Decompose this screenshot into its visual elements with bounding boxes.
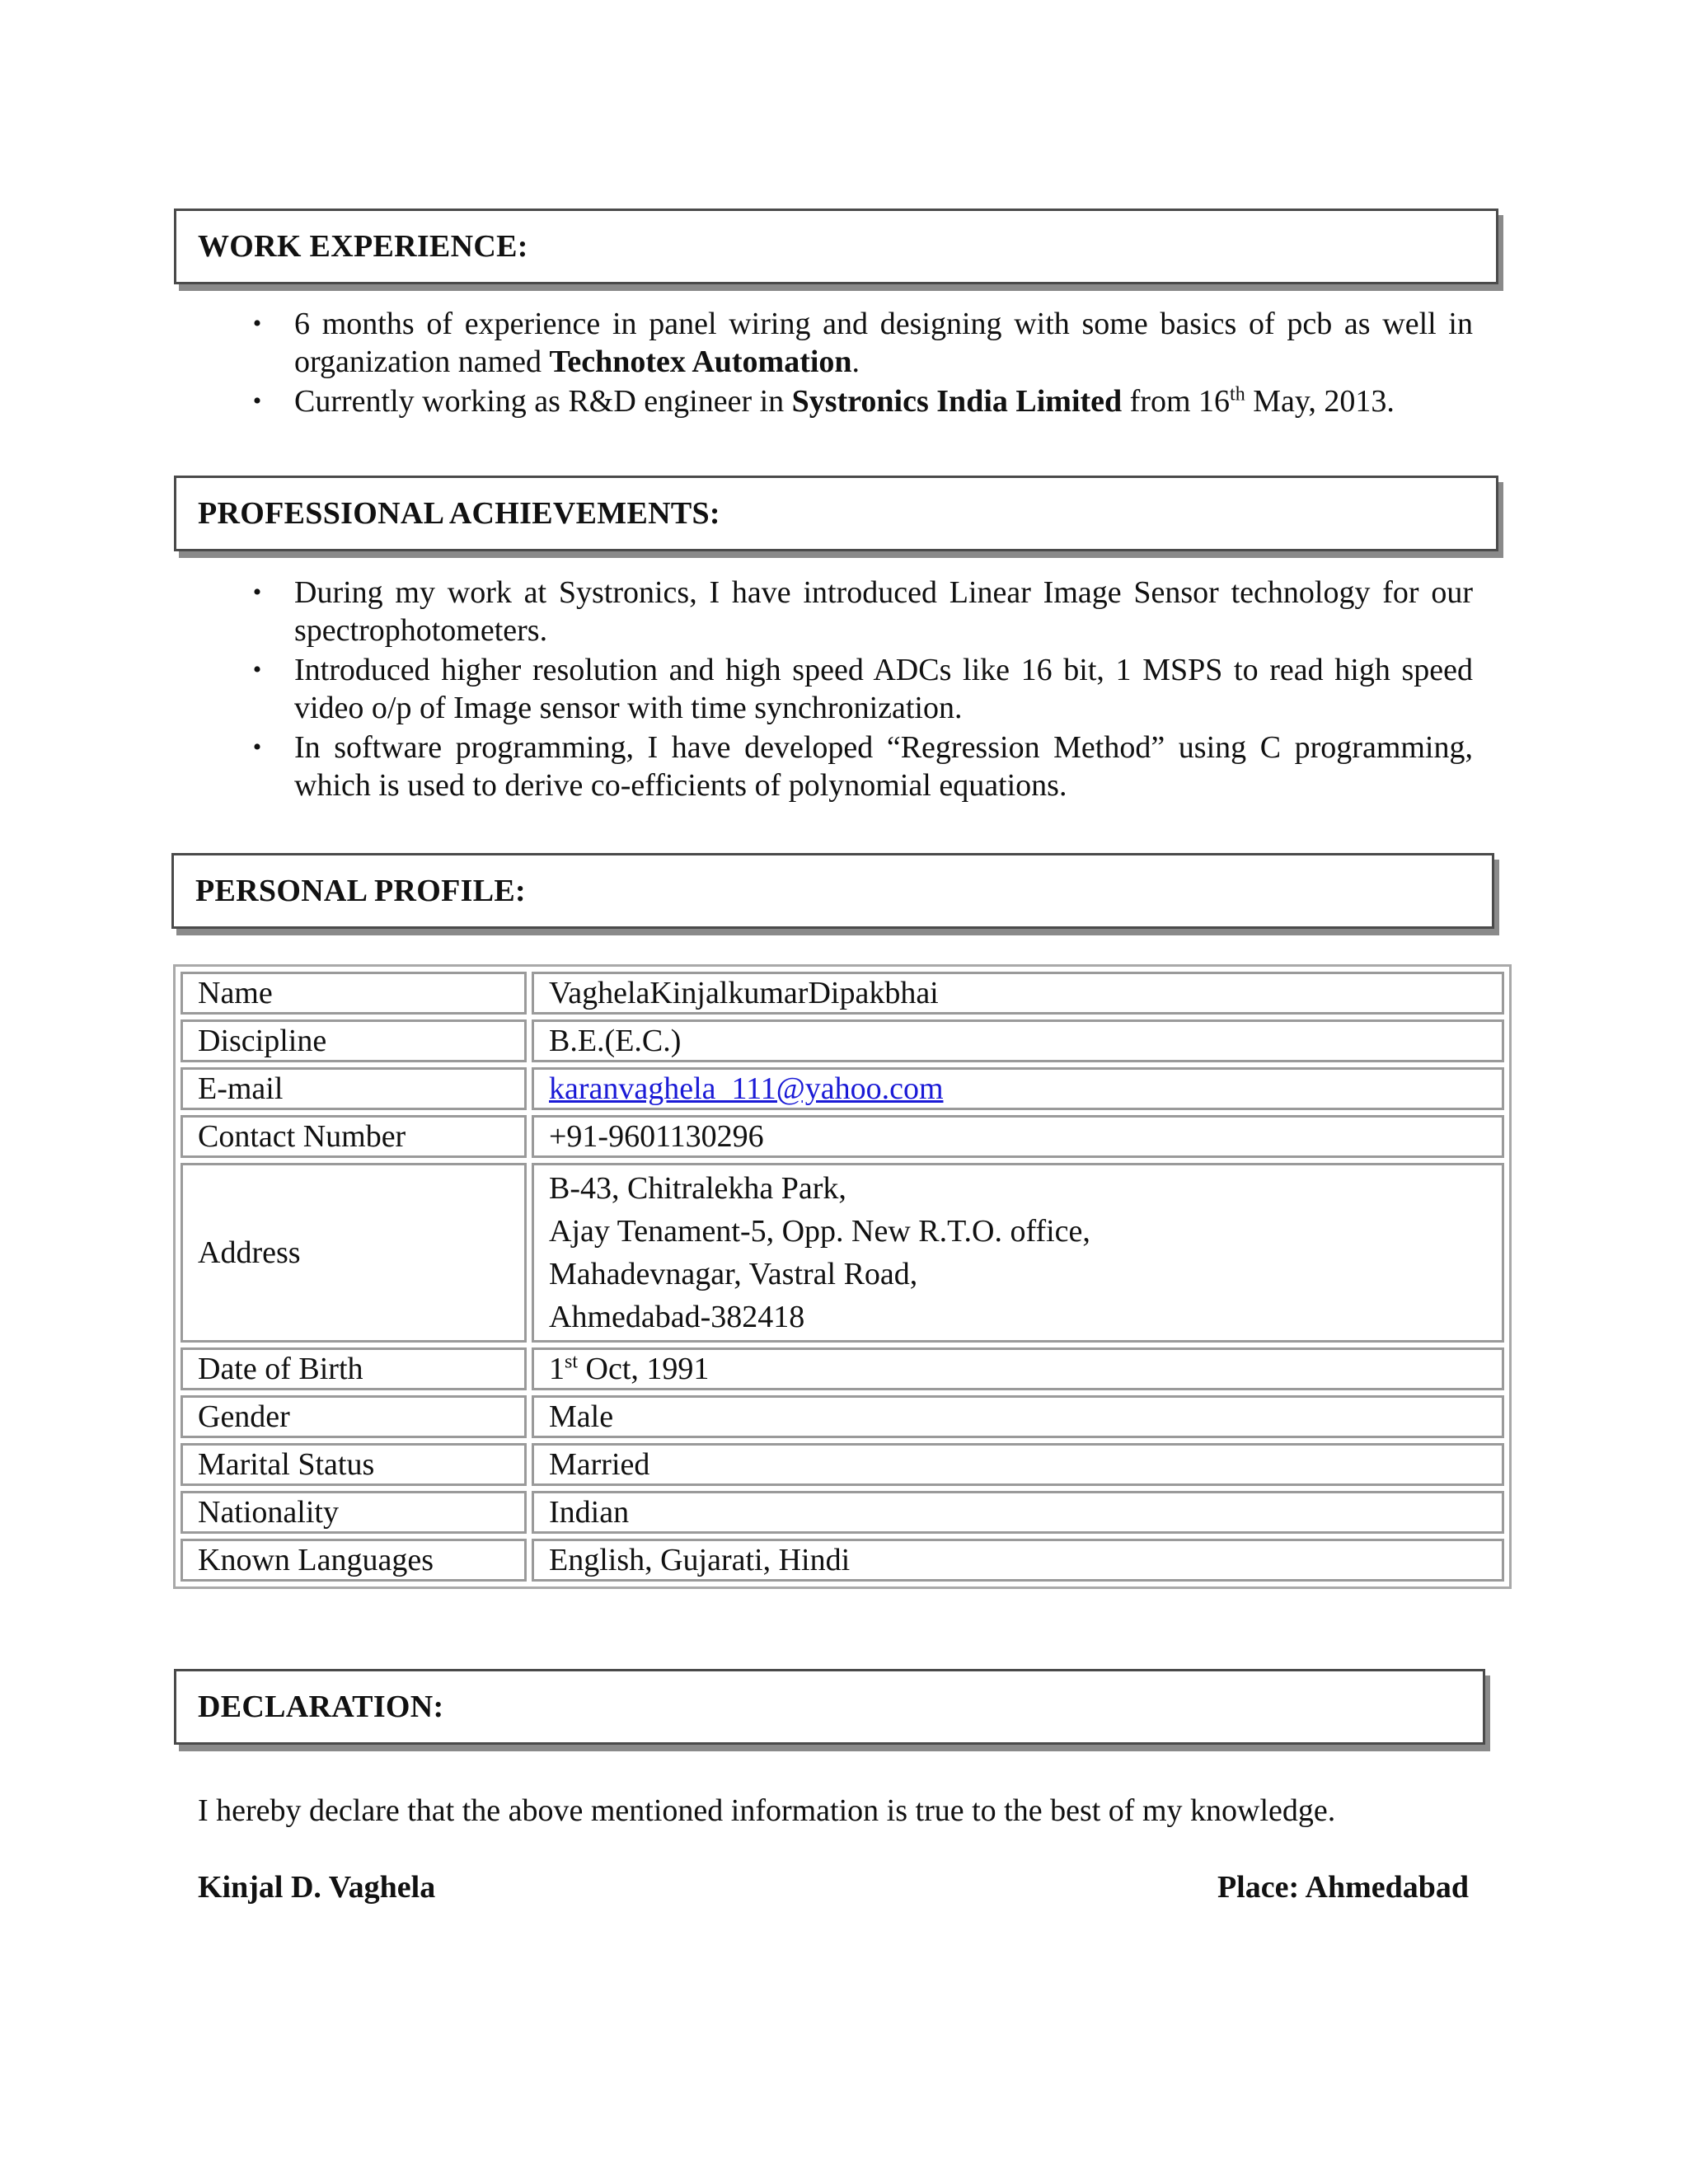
- company-name: Technotex Automation: [549, 344, 852, 379]
- nationality-label: Nationality: [181, 1491, 527, 1534]
- table-row: [181, 1067, 1504, 1110]
- declaration-title: DECLARATION:: [198, 1690, 444, 1724]
- marital-label: Marital Status: [181, 1443, 527, 1486]
- discipline-label: Discipline: [181, 1019, 527, 1062]
- declaration-header: [174, 1669, 1485, 1745]
- address-line: Mahadevnagar, Vastral Road,: [549, 1257, 918, 1291]
- achievement-text: Introduced higher resolution and high speed ADCs like 16 bit, 1 MSPS to read high speed video o/p of Image sensor with time synchronization.: [294, 653, 1473, 725]
- work-item-date: May, 2013.: [1245, 384, 1395, 419]
- email-link[interactable]: karanvaghela_111@yahoo.com: [549, 1071, 944, 1106]
- bullet-icon: •: [252, 310, 262, 337]
- email-label: E-mail: [181, 1067, 527, 1110]
- address-line: B-43, Chitralekha Park,: [549, 1171, 846, 1206]
- table-row: [181, 1163, 1504, 1343]
- achievements-header: [174, 476, 1498, 551]
- gender-value: Male: [532, 1395, 1504, 1438]
- address-line: Ahmedabad-382418: [549, 1300, 805, 1334]
- work-experience-list: [252, 305, 1473, 422]
- list-item: [252, 729, 1473, 804]
- profile-header: [171, 853, 1494, 929]
- list-item: [252, 574, 1473, 649]
- table-row: [181, 1539, 1504, 1582]
- address-line: Ajay Tenament-5, Opp. New R.T.O. office,: [549, 1214, 1090, 1249]
- bullet-icon: •: [252, 733, 262, 761]
- table-row: [181, 1395, 1504, 1438]
- achievements-title: PROFESSIONAL ACHIEVEMENTS:: [198, 496, 720, 531]
- table-row: [181, 1019, 1504, 1062]
- achievement-text: In software programming, I have developed “Regression Method” using C programming, which is used to derive co-efficients of polynomial equations.: [294, 730, 1473, 803]
- email-cell: [532, 1067, 1504, 1110]
- languages-label: Known Languages: [181, 1539, 527, 1582]
- company-name: Systronics India Limited: [791, 384, 1123, 419]
- profile-title: PERSONAL PROFILE:: [195, 874, 526, 908]
- work-experience-title: WORK EXPERIENCE:: [198, 229, 528, 264]
- gender-label: Gender: [181, 1395, 527, 1438]
- bullet-icon: •: [252, 579, 262, 606]
- bullet-icon: •: [252, 656, 262, 683]
- contact-label: Contact Number: [181, 1115, 527, 1158]
- name-label: Name: [181, 972, 527, 1015]
- name-value: VaghelaKinjalkumarDipakbhai: [532, 972, 1504, 1015]
- declaration-text: I hereby declare that the above mentioned information is true to the best of my knowledge.: [198, 1793, 1336, 1828]
- personal-profile-table: [173, 964, 1512, 1589]
- dob-label: Date of Birth: [181, 1347, 527, 1390]
- dob-rest: Oct, 1991: [578, 1352, 710, 1386]
- achievement-text: During my work at Systronics, I have introduced Linear Image Sensor technology for our spectrophotometers.: [294, 575, 1473, 648]
- work-item-text: Currently working as R&D engineer in: [294, 384, 792, 419]
- marital-value: Married: [532, 1443, 1504, 1486]
- address-label: Address: [181, 1163, 527, 1343]
- ordinal-suffix: th: [1230, 383, 1245, 405]
- work-item-text: 6 months of experience in panel wiring and designing with some basics of pcb as well in organization named: [294, 307, 1473, 379]
- list-item: [252, 651, 1473, 727]
- discipline-value: B.E.(E.C.): [532, 1019, 1504, 1062]
- table-row: [181, 1347, 1504, 1390]
- punctuation: .: [851, 344, 860, 379]
- signature-name: Kinjal D. Vaghela: [198, 1870, 436, 1905]
- table-row: [181, 1115, 1504, 1158]
- list-item: [252, 305, 1473, 381]
- dob-day: 1: [549, 1352, 565, 1386]
- table-row: [181, 972, 1504, 1015]
- work-item-from: from 16: [1122, 384, 1231, 419]
- nationality-value: Indian: [532, 1491, 1504, 1534]
- dob-value: [532, 1347, 1504, 1390]
- signature-place: Place: Ahmedabad: [1217, 1870, 1469, 1905]
- table-row: [181, 1491, 1504, 1534]
- work-experience-header: [174, 209, 1498, 284]
- list-item: [252, 382, 1473, 420]
- languages-value: English, Gujarati, Hindi: [532, 1539, 1504, 1582]
- bullet-icon: •: [252, 387, 262, 415]
- address-value: [532, 1163, 1504, 1343]
- table-row: [181, 1443, 1504, 1486]
- contact-value: +91-9601130296: [532, 1115, 1504, 1158]
- achievements-list: [252, 574, 1473, 806]
- ordinal-suffix: st: [565, 1351, 579, 1373]
